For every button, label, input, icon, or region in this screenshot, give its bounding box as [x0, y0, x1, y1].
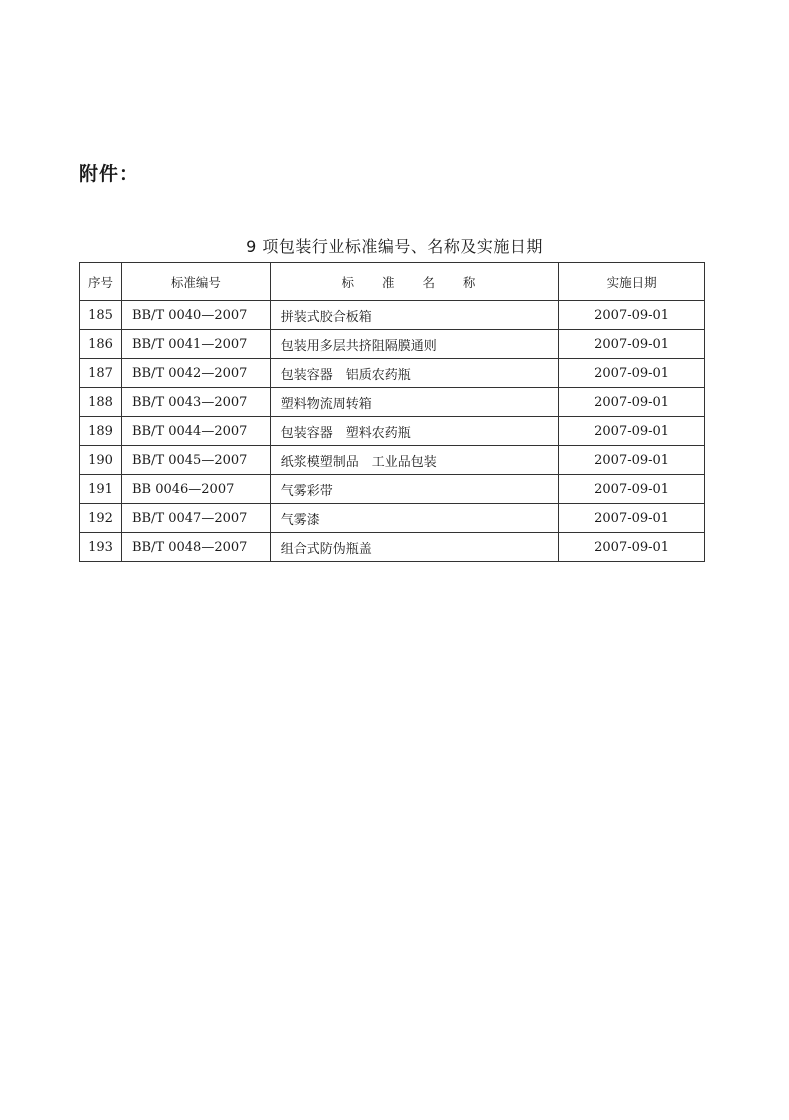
row-standard-name: 包装用多层共挤阻隔膜通则	[270, 330, 558, 359]
row-effective-date: 2007-09-01	[559, 475, 705, 504]
row-serial-number: 185	[80, 301, 122, 330]
header-standard-code: 标准编号	[121, 263, 270, 301]
attachment-label: 附件：	[79, 163, 140, 185]
row-effective-date: 2007-09-01	[559, 330, 705, 359]
row-effective-date: 2007-09-01	[559, 533, 705, 562]
row-serial-number: 187	[80, 359, 122, 388]
row-serial-number: 193	[80, 533, 122, 562]
row-effective-date: 2007-09-01	[559, 417, 705, 446]
row-standard-name: 包装容器 塑料农药瓶	[270, 417, 558, 446]
table-row	[80, 504, 705, 533]
table-row	[80, 330, 705, 359]
row-effective-date: 2007-09-01	[559, 504, 705, 533]
row-effective-date: 2007-09-01	[559, 359, 705, 388]
row-standard-code: BB/T 0043—2007	[121, 388, 270, 417]
table-row	[80, 446, 705, 475]
table-row	[80, 533, 705, 562]
table-row	[80, 301, 705, 330]
row-serial-number: 191	[80, 475, 122, 504]
row-standard-name: 纸浆模塑制品 工业品包装	[270, 446, 558, 475]
header-standard-name: 标 准 名 称	[270, 263, 558, 301]
row-standard-name: 包装容器 铝质农药瓶	[270, 359, 558, 388]
row-standard-code: BB/T 0045—2007	[121, 446, 270, 475]
row-standard-name: 气雾漆	[270, 504, 558, 533]
table-row	[80, 388, 705, 417]
row-standard-code: BB/T 0040—2007	[121, 301, 270, 330]
row-standard-code: BB/T 0042—2007	[121, 359, 270, 388]
row-serial-number: 190	[80, 446, 122, 475]
standards-table	[79, 262, 705, 562]
table-row	[80, 475, 705, 504]
row-standard-code: BB/T 0047—2007	[121, 504, 270, 533]
row-effective-date: 2007-09-01	[559, 301, 705, 330]
row-standard-code: BB/T 0048—2007	[121, 533, 270, 562]
table-header-row	[80, 263, 705, 301]
row-standard-name: 组合式防伪瓶盖	[270, 533, 558, 562]
row-serial-number: 192	[80, 504, 122, 533]
row-effective-date: 2007-09-01	[559, 388, 705, 417]
header-serial-number: 序号	[80, 263, 122, 301]
row-standard-code: BB 0046—2007	[121, 475, 270, 504]
table-body	[80, 301, 705, 562]
row-standard-name: 塑料物流周转箱	[270, 388, 558, 417]
row-serial-number: 188	[80, 388, 122, 417]
table-row	[80, 417, 705, 446]
row-standard-name: 气雾彩带	[270, 475, 558, 504]
row-standard-name: 拼装式胶合板箱	[270, 301, 558, 330]
row-serial-number: 189	[80, 417, 122, 446]
row-effective-date: 2007-09-01	[559, 446, 705, 475]
row-serial-number: 186	[80, 330, 122, 359]
document-title: 9 项包装行业标准编号、名称及实施日期	[246, 237, 543, 256]
header-effective-date: 实施日期	[559, 263, 705, 301]
table-row	[80, 359, 705, 388]
row-standard-code: BB/T 0041—2007	[121, 330, 270, 359]
row-standard-code: BB/T 0044—2007	[121, 417, 270, 446]
